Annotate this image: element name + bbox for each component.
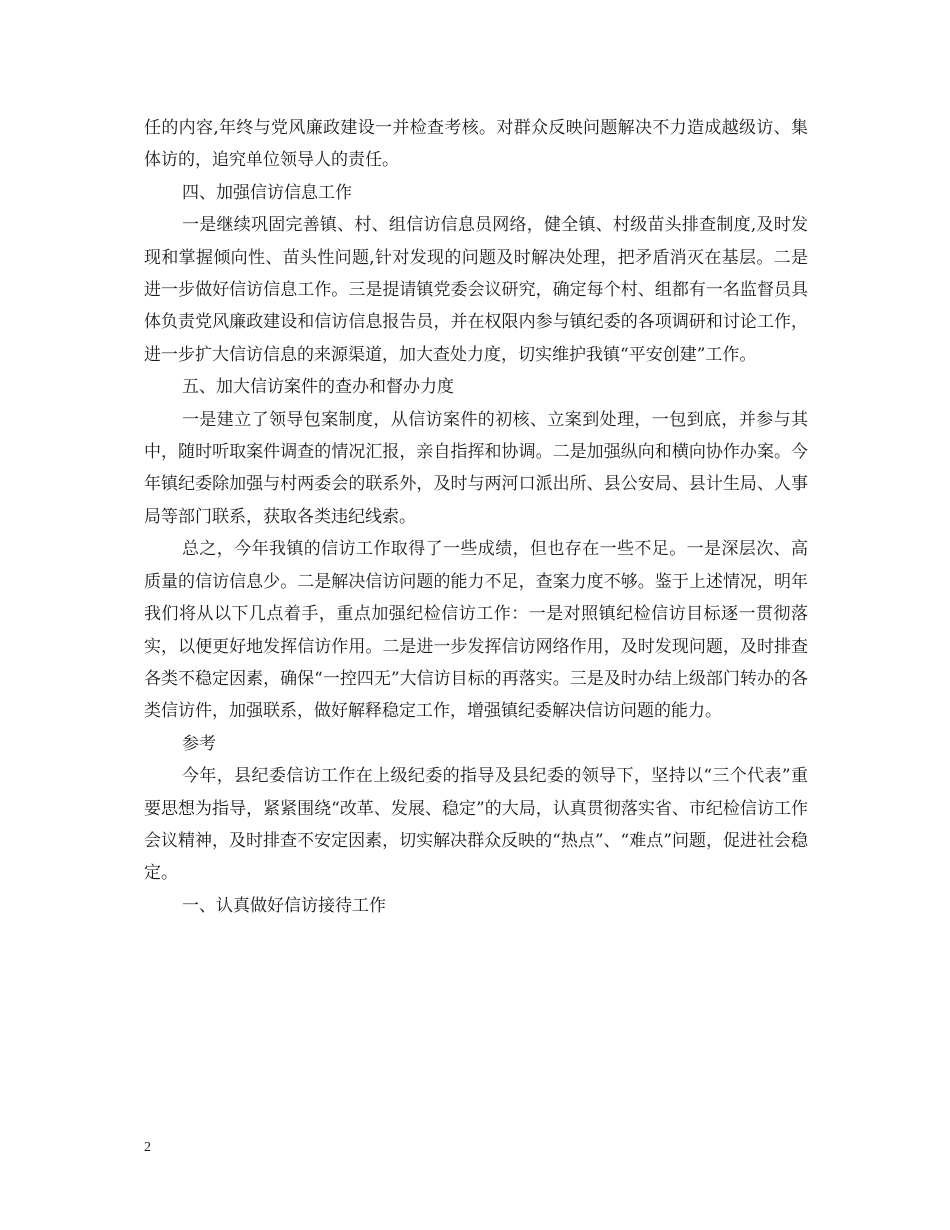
paragraph: 今年，县纪委信访工作在上级纪委的指导及县纪委的领导下，坚持以“三个代表”重要思想为指导，紧紧围绕“改革、发展、稳定”的大局，认真贯彻落实省、市纪检信访工作会议精神，及时排查不安定因素，切实解决群众反映的“热点”、“难点”问题，促进社会稳定。 xyxy=(144,766,808,884)
paragraph: 总之，今年我镇的信访工作取得了一些成绩，但也存在一些不足。一是深层次、高质量的信访信息少。二是解决信访问题的能力不足，查案力度不够。鉴于上述情况，明年我们将从以下几点着手，重点加强纪检信访工作：一是对照镇纪检信访目标逐一贯彻落实，以便更好地发挥信访作用。二是进一步发挥信访网络作用，及时发现问题，及时排查各类不稳定因素，确保“一控四无”大信访目标的再落实。三是及时办结上级部门转办的各类信访件，加强联系，做好解释稳定工作，增强镇纪委解决信访问题的能力。 xyxy=(144,539,808,722)
paragraph: 一是继续巩固完善镇、村、组信访信息员网络，健全镇、村级苗头排查制度,及时发现和掌握倾向性、苗头性问题,针对发现的问题及时解决处理，把矛盾消灭在基层。二是进一步做好信访信息工作。三是提请镇党委会议研究，确定每个村、组都有一名监督员具体负责党风廉政建设和信访信息报告员，并在权限内参与镇纪委的各项调研和讨论工作，进一步扩大信访信息的来源渠道，加大查处力度，切实维护我镇“平安创建”工作。 xyxy=(144,215,808,365)
document-body xyxy=(144,112,808,922)
paragraph: 一是建立了领导包案制度，从信访案件的初核、立案到处理，一包到底，并参与其中，随时听取案件调查的情况汇报，亲自指挥和协调。二是加强纵向和横向协作办案。今年镇纪委除加强与村两委会的联系外，及时与两河口派出所、县公安局、县计生局、人事局等部门联系，获取各类违纪线索。 xyxy=(144,409,808,527)
paragraph: 任的内容,年终与党风廉政建设一并检查考核。对群众反映问题解决不力造成越级访、集体访的，追究单位领导人的责任。 xyxy=(144,118,808,171)
section-heading: 一、认真做好信访接待工作 xyxy=(182,895,386,916)
section-heading: 四、加强信访信息工作 xyxy=(182,182,352,203)
section-heading: 参考 xyxy=(182,733,216,754)
section-heading: 五、加大信访案件的查办和督办力度 xyxy=(182,377,454,398)
page-number: 2 xyxy=(144,1140,151,1155)
